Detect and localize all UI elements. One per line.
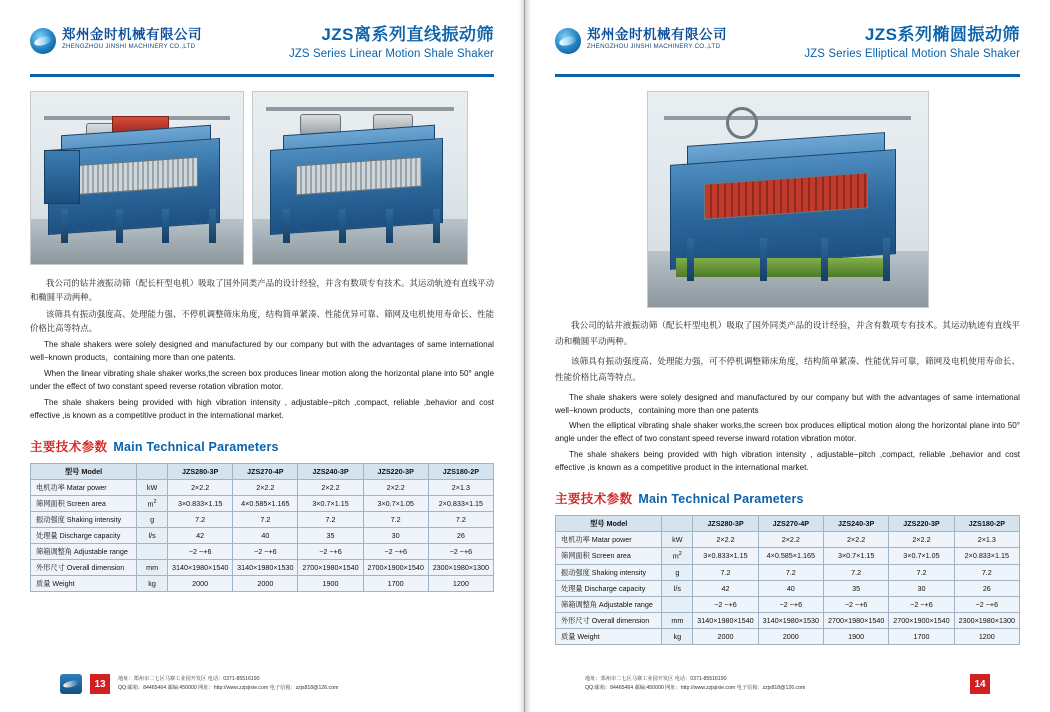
table-cell: 35 (298, 528, 363, 544)
footer-line-1: 地址：郑州市二七区马寨工业园开发区 电话：0371-85516190 (118, 676, 260, 683)
paragraph-en: The shale shakers were solely designed and manufactured by our company but with the advantages of same international well−known products，containing more than one patents (555, 392, 1020, 415)
table-cell: −2 ~+6 (889, 596, 954, 612)
paragraph-en: The shale shakers being provided with high vibration intensity , adjustable−pitch ,compact, reliable ,behavior and cost effective ,is known as a competitive product in the international market. (30, 398, 494, 421)
row-label: 外形尺寸 Overall dimension (556, 612, 662, 628)
paragraph-en: When the linear vibrating shale shaker works,the screen box produces linear motion along the horizontal plane into 50° angle under the effect of two constant speed reverse rotation vibration motor. (30, 369, 494, 392)
table-cell: 2×2.2 (889, 532, 954, 548)
row-unit (662, 596, 693, 612)
section-heading-right (555, 489, 1020, 508)
row-label: 筛箱调整角 Adjustable range (31, 544, 137, 560)
table-cell: 7.2 (693, 564, 758, 580)
table-row (556, 628, 1020, 644)
table-cell: 1200 (954, 628, 1019, 644)
row-unit: mm (137, 560, 168, 576)
table-cell: −2 ~+6 (693, 596, 758, 612)
table-row (31, 480, 494, 496)
table-cell: 7.2 (233, 512, 298, 528)
table-row (31, 560, 494, 576)
table-cell: 2300×1980×1300 (954, 612, 1019, 628)
table-cell: 1700 (363, 576, 428, 592)
th-col-4: JZS220-3P (889, 516, 954, 532)
footer-contact (585, 675, 962, 692)
table-cell: 1900 (298, 576, 363, 592)
table-row (31, 512, 494, 528)
footer-contact (118, 675, 464, 692)
table-cell: 1700 (889, 628, 954, 644)
table-cell: 2700×1980×1540 (823, 612, 888, 628)
page-right (525, 0, 1050, 712)
table-row (556, 532, 1020, 548)
table-cell: 3×0.7×1.15 (823, 548, 888, 564)
footer-line-2: QQ:邮箱：84465464 邮编:450000 网址：http://www.zzjsjixie.com 电子信箱：zzjs818@126.com (118, 685, 339, 691)
table-row (556, 580, 1020, 596)
table-cell: 3×0.7×1.05 (889, 548, 954, 564)
th-model: 型号 Model (31, 464, 137, 480)
footer-line-1: 地址：郑州市二七区马寨工业园开发区 电话：0371-85516190 (585, 676, 727, 683)
page-left-title (289, 26, 494, 60)
table-cell: 2700×1900×1540 (363, 560, 428, 576)
table-cell: 2×0.833×1.15 (954, 548, 1019, 564)
th-col-5: JZS180-2P (954, 516, 1019, 532)
table-cell: −2 ~+6 (298, 544, 363, 560)
table-row (31, 544, 494, 560)
row-unit: g (137, 512, 168, 528)
table-cell: 2×2.2 (823, 532, 888, 548)
row-unit: mm (662, 612, 693, 628)
table-body-left (31, 480, 494, 592)
company-name-cn: 郑州金时机械有限公司 (62, 27, 202, 42)
table-cell: 2×2.2 (233, 480, 298, 496)
table-cell: 26 (954, 580, 1019, 596)
company-logo (30, 28, 202, 54)
row-label: 处理量 Discharge capacity (556, 580, 662, 596)
row-unit: $m^2$ (137, 496, 168, 512)
table-cell: 2000 (168, 576, 233, 592)
photo-gallery-right (555, 91, 1020, 308)
row-label: 质量 Weight (31, 576, 137, 592)
table-header-row (556, 516, 1020, 532)
company-logo-icon (555, 28, 581, 54)
section-heading-en: Main Technical Parameters (638, 492, 804, 507)
row-unit: kg (662, 628, 693, 644)
table-cell: 2×2.2 (298, 480, 363, 496)
th-col-5: JZS180-2P (428, 464, 493, 480)
table-cell: 3140×1980×1540 (168, 560, 233, 576)
th-col-3: JZS240-3P (298, 464, 363, 480)
table-cell: 2000 (233, 576, 298, 592)
table-cell: 2000 (693, 628, 758, 644)
row-label: 振动强度 Shaking intensity (31, 512, 137, 528)
table-cell: 3×0.833×1.15 (168, 496, 233, 512)
th-col-1: JZS280-3P (168, 464, 233, 480)
company-name-en: ZHENGZHOU JINSHI MACHINERY CO.,LTD (587, 43, 721, 51)
row-unit (137, 544, 168, 560)
table-row (31, 528, 494, 544)
section-heading-cn: 主要技术参数 (555, 492, 633, 507)
page-right-title (804, 26, 1020, 60)
row-label: 质量 Weight (556, 628, 662, 644)
table-cell: 2×2.2 (168, 480, 233, 496)
table-cell: 2×1.3 (428, 480, 493, 496)
table-cell: 3×0.833×1.15 (693, 548, 758, 564)
table-cell: 26 (428, 528, 493, 544)
table-cell: 30 (889, 580, 954, 596)
table-cell: −2 ~+6 (954, 596, 1019, 612)
table-cell: 3140×1980×1530 (233, 560, 298, 576)
table-row (556, 564, 1020, 580)
table-cell: 42 (168, 528, 233, 544)
header-divider (555, 74, 1020, 77)
page-left-header (30, 26, 494, 70)
row-unit: kW (662, 532, 693, 548)
th-model: 型号 Model (556, 516, 662, 532)
row-unit: l/s (137, 528, 168, 544)
row-label: 筛网面积 Screen area (31, 496, 137, 512)
row-unit: kg (137, 576, 168, 592)
table-body-right (556, 532, 1020, 644)
table-cell: 7.2 (298, 512, 363, 528)
spec-table-right (555, 515, 1020, 644)
table-cell: −2 ~+6 (233, 544, 298, 560)
table-cell: −2 ~+6 (823, 596, 888, 612)
page-left-body (30, 277, 494, 423)
table-cell: 2×2.2 (693, 532, 758, 548)
row-label: 振动强度 Shaking intensity (556, 564, 662, 580)
product-photo-2 (252, 91, 468, 265)
table-cell: 3140×1980×1540 (693, 612, 758, 628)
table-cell: 7.2 (823, 564, 888, 580)
footer-logo-icon (60, 674, 82, 694)
table-header-row (31, 464, 494, 480)
table-cell: 40 (233, 528, 298, 544)
company-name-cn: 郑州金时机械有限公司 (587, 27, 727, 42)
table-cell: 2×1.3 (954, 532, 1019, 548)
th-col-4: JZS220-3P (363, 464, 428, 480)
table-cell: 2000 (758, 628, 823, 644)
paragraph-en: When the elliptical vibrating shale shaker works,the screen box produces elliptical motion along the horizontal plane into 50° angle under the effect of two constant speed reverse inward rotation vibration motor. (555, 421, 1020, 444)
table-cell: 1900 (823, 628, 888, 644)
paragraph-en: The shale shakers being provided with high vibration intensity , adjustable−pitch ,compact, reliable ,behavior and cost effective ,is known as a competitive product in the international market. (555, 450, 1020, 473)
page-left-footer (60, 674, 464, 694)
table-cell: 1200 (428, 576, 493, 592)
table-cell: 2×2.2 (758, 532, 823, 548)
th-col-1: JZS280-3P (693, 516, 758, 532)
product-photo-3 (647, 91, 929, 308)
table-cell: 7.2 (168, 512, 233, 528)
table-cell: 30 (363, 528, 428, 544)
page-right-intro (555, 318, 1020, 386)
page-title-cn: JZS系列椭圆振动筛 (864, 25, 1020, 44)
row-unit: l/s (662, 580, 693, 596)
th-col-3: JZS240-3P (823, 516, 888, 532)
row-unit: kW (137, 480, 168, 496)
row-unit: g (662, 564, 693, 580)
table-row (556, 612, 1020, 628)
table-cell: −2 ~+6 (428, 544, 493, 560)
row-label: 筛网面积 Screen area (556, 548, 662, 564)
table-cell: 4×0.585×1.165 (758, 548, 823, 564)
photo-gallery-left (30, 91, 494, 265)
row-label: 电机功率 Matar power (556, 532, 662, 548)
page-right-header (555, 26, 1020, 70)
row-label: 处理量 Discharge capacity (31, 528, 137, 544)
table-cell: 7.2 (954, 564, 1019, 580)
page-title-en: JZS Series Linear Motion Shale Shaker (288, 47, 494, 60)
table-cell: 42 (693, 580, 758, 596)
table-cell: 2300×1980×1300 (428, 560, 493, 576)
table-cell: −2 ~+6 (758, 596, 823, 612)
th-unit (662, 516, 693, 532)
footer-line-2: QQ:邮箱：84465464 邮编:450000 网址：http://www.zzjsjixie.com 电子信箱：zzjs818@126.com (585, 685, 806, 691)
paragraph-cn: 该筛具有振动强度高、处理能力强、不停机调整筛床角度，结构简单紧凑、性能优异可靠、筛网及电机使用寿命长、性能价格比高等特点。 (30, 309, 494, 333)
table-cell: 3140×1980×1530 (758, 612, 823, 628)
page-number-badge: 13 (90, 674, 110, 694)
table-row (31, 576, 494, 592)
section-heading-en: Main Technical Parameters (113, 440, 279, 455)
paragraph-cn: 我公司的钻井液振动筛（配长杆型电机）吸取了国外同类产品的设计经验，并含有数项专有技术。其运动轨迹有直线平动和椭圆平动两种。 (555, 320, 1020, 346)
table-row (556, 596, 1020, 612)
table-cell: 2×2.2 (363, 480, 428, 496)
table-cell: 2700×1980×1540 (298, 560, 363, 576)
table-cell: 35 (823, 580, 888, 596)
table-cell: 3×0.7×1.05 (363, 496, 428, 512)
spec-table-left (30, 463, 494, 592)
product-photo-1 (30, 91, 244, 265)
page-title-cn: JZS离系列直线振动筛 (321, 25, 494, 44)
company-logo-icon (30, 28, 56, 54)
table-cell: 2700×1900×1540 (889, 612, 954, 628)
section-heading-cn: 主要技术参数 (30, 440, 108, 455)
page-right-body-en (555, 392, 1020, 476)
table-cell: 7.2 (889, 564, 954, 580)
page-right-footer (585, 674, 990, 694)
table-cell: 4×0.585×1.165 (233, 496, 298, 512)
table-cell: −2 ~+6 (168, 544, 233, 560)
page-number-badge: 14 (970, 674, 990, 694)
th-col-2: JZS270-4P (758, 516, 823, 532)
table-cell: 2×0.833×1.15 (428, 496, 493, 512)
table-row (556, 548, 1020, 564)
company-logo (555, 28, 727, 54)
table-cell: −2 ~+6 (363, 544, 428, 560)
table-cell: 3×0.7×1.15 (298, 496, 363, 512)
page-title-en: JZS Series Elliptical Motion Shale Shaker (804, 47, 1020, 60)
paragraph-cn: 我公司的钻井液振动筛（配长杆型电机）吸取了国外同类产品的设计经验，并含有数项专有技术。其运动轨迹有直线平动和椭圆平动两种。 (30, 278, 494, 302)
section-heading-left (30, 437, 494, 456)
table-cell: 7.2 (428, 512, 493, 528)
paragraph-cn: 该筛具有振动强度高、处理能力强，可不停机调整筛床角度，结构简单紧凑、性能优异可靠，筛网及电机使用寿命长、性能价格比高等特点。 (555, 355, 1020, 382)
table-cell: 7.2 (363, 512, 428, 528)
row-label: 外形尺寸 Overall dimension (31, 560, 137, 576)
table-cell: 7.2 (758, 564, 823, 580)
row-unit: $m^2$ (662, 548, 693, 564)
paragraph-en: The shale shakers were solely designed and manufactured by our company but with the advantages of same international well−known products，containing more than one patents. (30, 340, 494, 363)
header-divider (30, 74, 494, 77)
company-name-en: ZHENGZHOU JINSHI MACHINERY CO.,LTD (62, 43, 196, 51)
row-label: 筛箱调整角 Adjustable range (556, 596, 662, 612)
table-row (31, 496, 494, 512)
row-label: 电机功率 Matar power (31, 480, 137, 496)
th-col-2: JZS270-4P (233, 464, 298, 480)
table-cell: 40 (758, 580, 823, 596)
th-unit (137, 464, 168, 480)
